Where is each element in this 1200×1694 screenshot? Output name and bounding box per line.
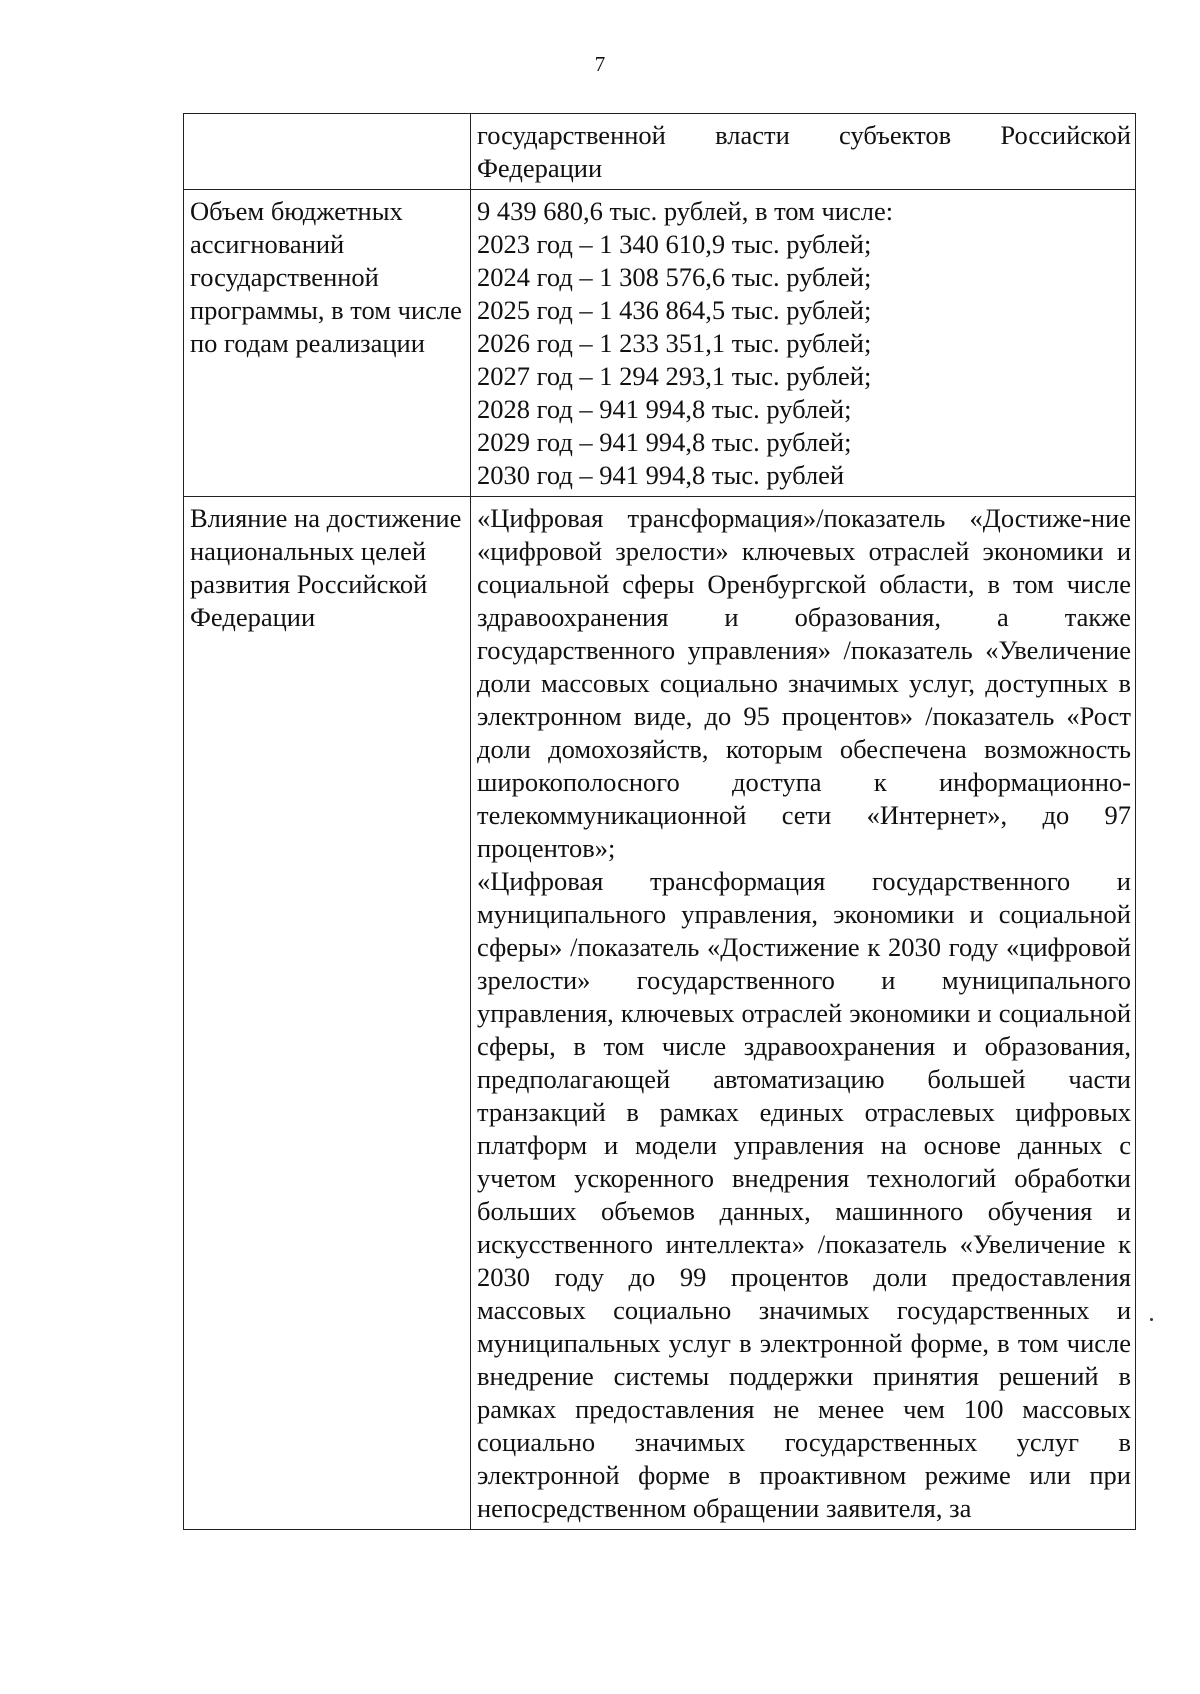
table-row	[184, 497, 1136, 1530]
national-goals-values	[471, 497, 1136, 1530]
budget-year-2025: 2025 год – 1 436 864,5 тыс. рублей;	[477, 295, 872, 325]
budget-year-2030: 2030 год – 941 994,8 тыс. рублей	[477, 460, 845, 490]
budget-year-2027: 2027 год – 1 294 293,1 тыс. рублей;	[477, 361, 872, 391]
table-row	[184, 114, 1136, 190]
scan-speck	[1150, 1318, 1153, 1321]
page-number: 7	[594, 52, 606, 76]
budget-label: Объем бюджетных ассигнований государственной программы, в том числе по годам реализации	[184, 190, 471, 497]
row-label	[184, 114, 471, 190]
budget-total: 9 439 680,6 тыс. рублей, в том числе:	[477, 196, 894, 226]
budget-year-2026: 2026 год – 1 233 351,1 тыс. рублей;	[477, 328, 872, 358]
budget-year-2024: 2024 год – 1 308 576,6 тыс. рублей;	[477, 262, 872, 292]
table-row	[184, 190, 1136, 497]
budget-year-2029: 2029 год – 941 994,8 тыс. рублей;	[477, 427, 852, 457]
national-goal-paragraph-2: «Цифровая трансформация государственного и муниципального управления, экономики и социальной сферы» /показатель «Достижение к 2030 году «цифровой зрелости» государственного и муниципального управления, ключевых отраслей экономики и социальной сферы, в том числе здравоохранения и образования, предполагающей автоматизацию большей части транзакций в рамках единых отраслевых цифровых платформ и модели управления на основе данных с учетом ускоренного внедрения технологий обработки больших объемов данных, машинного обучения и искусственного интеллекта» /показатель «Увеличение к 2030 году до 99 процентов доли предоставления массовых социально значимых государственных и муниципальных услуг в электронной форме, в том числе внедрение системы поддержки принятия решений в рамках предоставления не менее чем 100 массовых социально значимых государственных услуг в электронной форме в проактивном режиме или при непосредственном обращении заявителя, за	[477, 866, 1131, 1523]
national-goal-paragraph-1: «Цифровая трансформация»/показатель «Достиже-ние «цифровой зрелости» ключевых отраслей экономики и социальной сферы Оренбургской области, в том числе здравоохранения и образования, а также государственного управления» /показатель «Увеличение доли массовых социально значимых услуг, доступных в электронном виде, до 95 процентов» /показатель «Рост доли домохозяйств, которым обеспечена возможность широкополосного доступа к информационно-телекоммуникационной сети «Интернет», до 97 процентов»;	[477, 503, 1131, 863]
program-passport-table	[183, 113, 1136, 1530]
authority-continuation-text: государственной власти субъектов Российской Федерации	[477, 120, 1131, 183]
national-goals-label: Влияние на достижение национальных целей развития Российской Федерации	[184, 497, 471, 1530]
budget-year-2028: 2028 год – 941 994,8 тыс. рублей;	[477, 394, 852, 424]
row-value	[471, 114, 1136, 190]
budget-year-2023: 2023 год – 1 340 610,9 тыс. рублей;	[477, 229, 872, 259]
budget-values	[471, 190, 1136, 497]
